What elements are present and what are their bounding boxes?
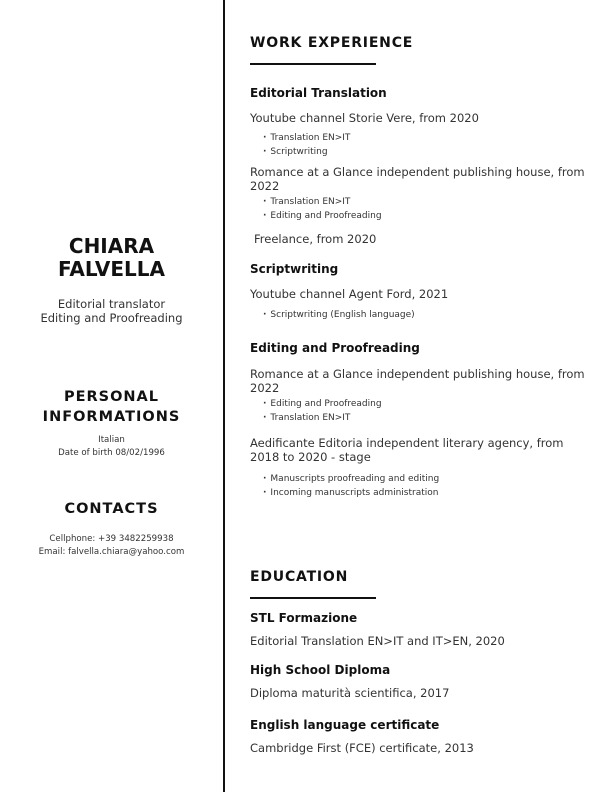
bullet-item: · Translation EN>IT xyxy=(263,131,350,145)
work-entry: Freelance, from 2020 xyxy=(254,232,377,246)
left-sidebar xyxy=(0,0,223,792)
bullet-item: · Editing and Proofreading xyxy=(263,209,382,223)
bullet-item: · Scriptwriting (English language) xyxy=(263,308,415,322)
personal-heading-line-1: PERSONAL xyxy=(63,389,160,405)
contacts-details xyxy=(0,533,223,558)
work-entry: Romance at a Glance independent publishing house, from 2022 xyxy=(250,367,585,395)
bullet-list xyxy=(250,472,439,500)
subtitle-line-2: Editing and Proofreading xyxy=(40,311,183,325)
bullet-list xyxy=(250,397,382,425)
personal-info-details xyxy=(0,434,223,459)
education-heading: EDUCATION xyxy=(250,569,349,585)
contacts-heading: CONTACTS xyxy=(64,501,159,517)
phone: Cellphone: +39 3482259938 xyxy=(49,534,174,544)
email: Email: falvella.chiara@yahoo.com xyxy=(38,546,185,557)
education-title: English language certificate xyxy=(250,718,440,732)
personal-heading-line-2: INFORMATIONS xyxy=(42,409,181,425)
bullet-item: · Incoming manuscripts administration xyxy=(263,486,439,500)
education-detail: Diploma maturità scientifica, 2017 xyxy=(250,686,450,700)
education-title: STL Formazione xyxy=(250,611,358,625)
bullet-item: · Editing and Proofreading xyxy=(263,397,382,411)
education-detail: Cambridge First (FCE) certificate, 2013 xyxy=(250,741,474,755)
work-entry: Youtube channel Agent Ford, 2021 xyxy=(250,287,449,301)
candidate-subtitle xyxy=(0,297,223,325)
bullet-item: · Scriptwriting xyxy=(263,145,350,159)
education-title: High School Diploma xyxy=(250,663,391,677)
last-name: FALVELLA xyxy=(58,257,165,281)
candidate-name xyxy=(0,235,223,281)
work-heading-underline xyxy=(250,63,376,65)
work-entry: Romance at a Glance independent publishing house, from 2022 xyxy=(250,165,585,193)
role-heading: Editing and Proofreading xyxy=(250,341,420,355)
role-heading: Editorial Translation xyxy=(250,86,387,100)
bullet-list xyxy=(250,131,350,159)
education-heading-underline xyxy=(250,597,376,599)
role-heading: Scriptwriting xyxy=(250,262,339,276)
work-entry: Aedificante Editoria independent literary agency, from 2018 to 2020 - stage xyxy=(250,436,564,464)
subtitle-line-1: Editorial translator xyxy=(57,297,166,311)
personal-info-heading xyxy=(0,387,223,427)
bullet-list xyxy=(250,308,415,322)
work-experience-heading: WORK EXPERIENCE xyxy=(250,35,414,51)
work-entry: Youtube channel Storie Vere, from 2020 xyxy=(250,111,479,125)
bullet-item: · Manuscripts proofreading and editing xyxy=(263,472,439,486)
first-name: CHIARA xyxy=(68,234,155,258)
bullet-item: · Translation EN>IT xyxy=(263,195,382,209)
bullet-list xyxy=(250,195,382,223)
bullet-item: · Translation EN>IT xyxy=(263,411,382,425)
nationality: Italian xyxy=(98,435,125,445)
column-divider xyxy=(223,0,225,792)
date-of-birth: Date of birth 08/02/1996 xyxy=(58,447,165,458)
education-detail: Editorial Translation EN>IT and IT>EN, 2020 xyxy=(250,634,505,648)
